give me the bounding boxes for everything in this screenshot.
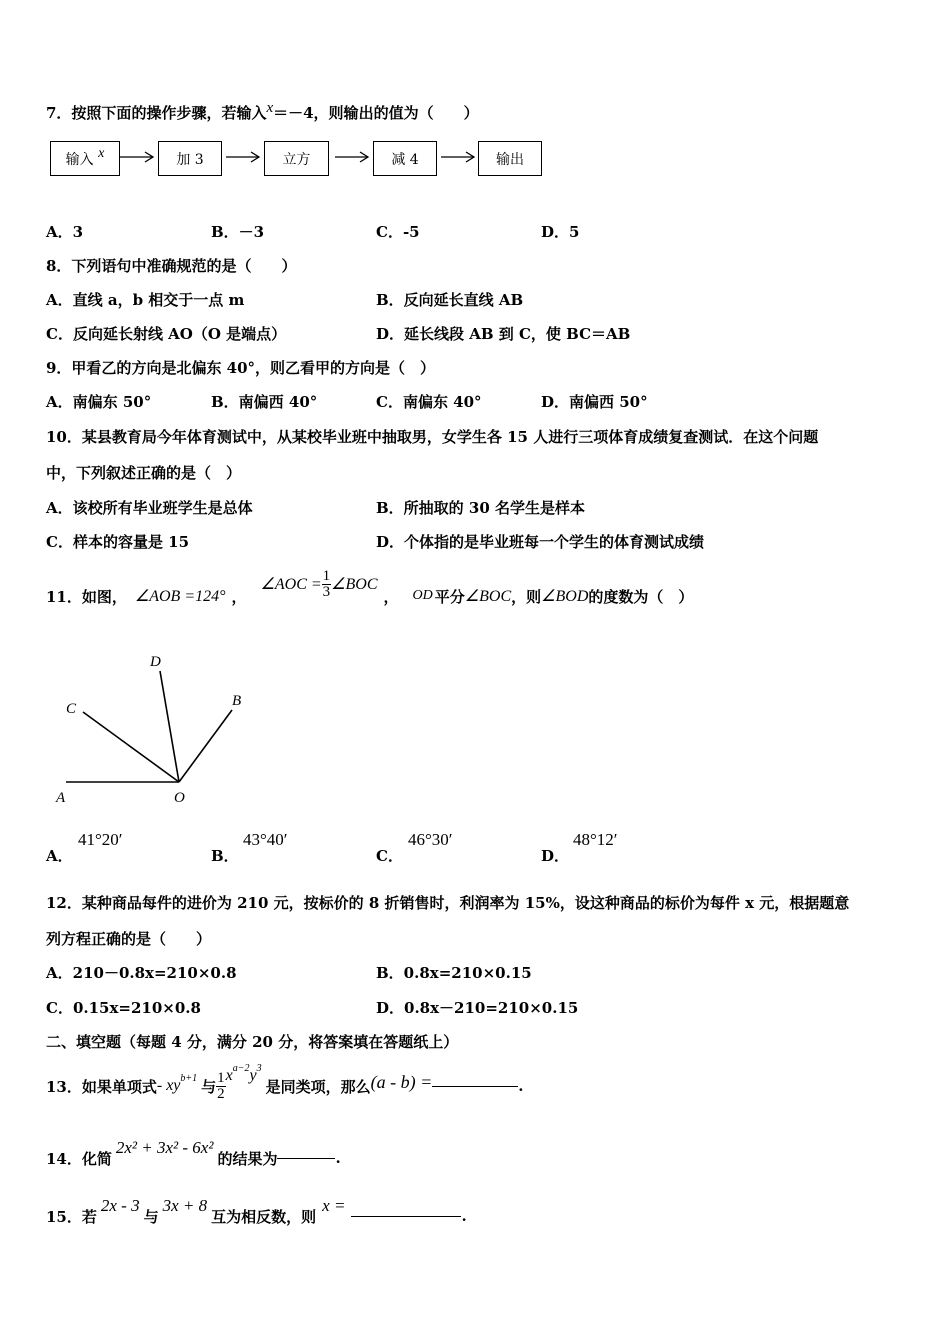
q7-option-c: C．-5 [376,223,420,241]
q7-option-b: B．－3 [211,223,265,241]
arrow-icon [441,150,477,164]
arrow-icon [120,150,156,164]
q9-option-b: B．南偏西 40° [211,393,318,411]
q11-option-a: A． [46,847,73,865]
label-b: B [232,693,242,709]
q10-option-a: A．该校所有毕业班学生是总体 [46,499,253,517]
arrow-icon [335,150,371,164]
q7-stem: 7．按照下面的操作步骤，若输入x＝－4，则输出的值为（ ） [46,100,479,122]
flow-step-output: 输出 [478,141,542,176]
arrow-icon [226,150,262,164]
q12-option-d: D．0.8x－210=210×0.15 [376,999,579,1017]
q11-option-b: B． [211,847,239,865]
section-title: 二、填空题（每题 4 分，满分 20 分，将答案填在答题纸上） [46,1033,459,1051]
q12-option-a: A．210－0.8x=210×0.8 [46,964,237,982]
q15-answer-blank[interactable] [351,1216,461,1217]
q10-option-d: D．个体指的是毕业班每一个学生的体育测试成绩 [376,533,705,551]
q13-answer-blank[interactable] [432,1086,518,1087]
ray-od [160,671,179,782]
flow-step-add3: 加 3 [158,141,222,176]
q7-option-a: A．3 [46,223,84,241]
q10-stem-line2: 中，下列叙述正确的是（ ） [46,464,242,482]
q10-option-b: B．所抽取的 30 名学生是样本 [376,499,585,517]
q11-fraction: $\frac{1}{3}$ [322,567,331,600]
q11-option-a-value: 41°20′ [78,830,123,849]
q10-option-c: C．样本的容量是 15 [46,533,190,551]
q9-option-a: A．南偏东 50° [46,393,152,411]
flow-step-input: 输入 x [50,141,120,176]
q7-option-d: D．5 [541,223,580,241]
q11-option-c: C． [376,847,403,865]
q9-stem: 9．甲看乙的方向是北偏东 40°，则乙看甲的方向是（ ） [46,359,436,377]
flow-step-sub4: 减 4 [373,141,437,176]
q9-option-d: D．南偏西 50° [541,393,648,411]
label-a: A [56,790,66,806]
label-o: O [174,790,185,806]
q12-stem-line2: 列方程正确的是（ ） [46,930,212,948]
q11-option-c-value: 46°30′ [408,830,453,849]
flow-step-cube: 立方 [264,141,329,176]
q13-stem: 13．如果单项式 - xy $^{b+1}$ 与 $\frac{1}{2}$ x $^{a-2}$ y $^3$ 是同类项，那么 (a - b) = . [46,1062,524,1102]
q12-stem-line1: 12．某种商品每件的进价为 210 元，按标价的 8 折销售时，利润率为 15%，设这种商品的标价为每件 x 元，根据题意 [46,894,850,912]
q11-option-b-value: 43°40′ [243,830,288,849]
q9-option-c: C．南偏东 40° [376,393,482,411]
q14-answer-blank[interactable] [277,1158,335,1159]
q12-option-b: B．0.8x=210×0.15 [376,964,532,982]
q14-stem: 14．化简 2x² + 3x² - 6x² 的结果为 . [46,1138,341,1168]
label-d: D [150,654,161,670]
angle-figure [50,648,260,808]
q8-option-c: C．反向延长射线 AO（O 是端点） [46,325,287,343]
q11-option-d: D． [541,847,570,865]
q8-stem: 8．下列语句中准确规范的是（ ） [46,257,297,275]
q8-option-b: B．反向延长直线 AB [376,291,524,309]
ray-ob [179,710,232,782]
q11-stem: 11．如图， ∠AOB =124° ， ∠AOC = $\frac{1}{3}$ ∠BOC ， OD 平分 ∠BOC ，则 ∠BOD 的度数为（ ） [46,567,694,606]
q15-stem: 15．若 2x - 3 与 3x + 8 互为相反数，则 x = . [46,1196,467,1226]
q11-option-d-value: 48°12′ [573,830,618,849]
q13-fraction: $\frac{1}{2}$ [217,1069,225,1102]
ray-oc [83,712,179,782]
label-c: C [66,701,77,717]
q8-option-d: D．延长线段 AB 到 C，使 BC＝AB [376,325,631,343]
q10-stem-line1: 10．某县教育局今年体育测试中，从某校毕业班中抽取男，女学生各 15 人进行三项体育成绩复查测试．在这个问题 [46,428,819,446]
q12-option-c: C．0.15x=210×0.8 [46,999,201,1017]
q8-option-a: A．直线 a，b 相交于一点 m [46,291,245,309]
